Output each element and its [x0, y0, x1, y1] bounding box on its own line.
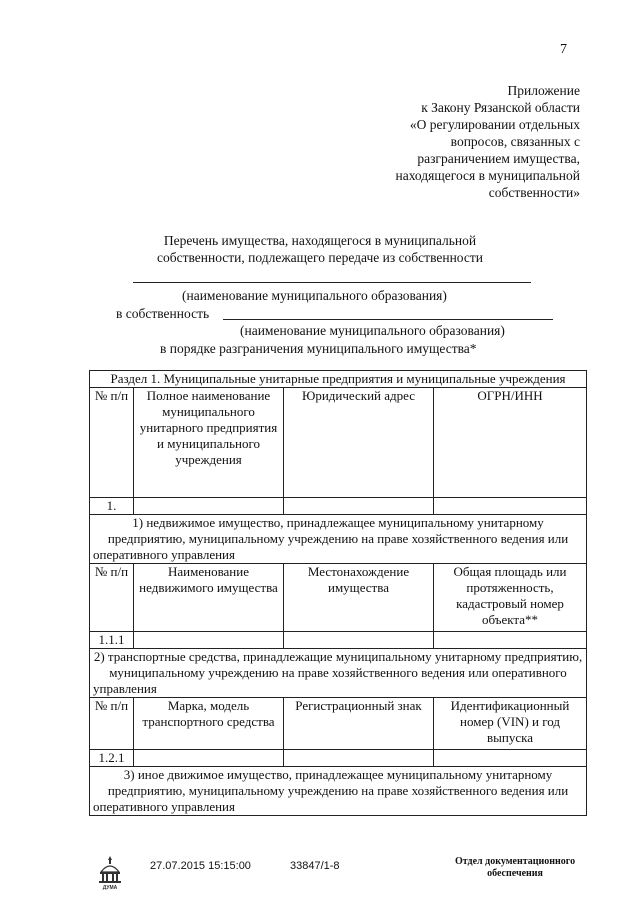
appendix-line: Приложение: [507, 83, 580, 98]
caption-municipality-1: (наименование муниципального образования): [182, 288, 447, 303]
blank-fill-line-2: [223, 319, 553, 320]
empty-cell: [284, 498, 434, 515]
subsection-row: [90, 767, 587, 816]
section-1-title: Раздел 1. Муниципальные унитарные предприятия и муниципальные учреждения: [90, 371, 587, 388]
title-line-1: Перечень имущества, находящегося в муниципальной: [163, 233, 477, 248]
header-real-estate-name: Наименование недвижимого имущества: [134, 564, 284, 632]
title-line-3: в порядке разграничения муниципального имущества*: [160, 341, 477, 356]
empty-cell: [284, 632, 434, 649]
document-title: [0, 232, 640, 266]
to-ownership-label: в собственность: [116, 306, 210, 321]
empty-cell: [434, 750, 587, 767]
footer-dept-line-1: Отдел документационного: [455, 856, 576, 867]
section-row: [90, 371, 587, 388]
empty-cell: [434, 498, 587, 515]
subsection-row: [90, 515, 587, 564]
header-num: № п/п: [90, 564, 134, 632]
logo-text: ДУМА: [102, 885, 118, 890]
table-row: [90, 632, 587, 649]
header-full-name: Полное наименование муниципального унитарного предприятия и муниципального учреждения: [134, 388, 284, 498]
row-num: 1.1.1: [90, 632, 134, 649]
appendix-line: вопросов, связанных с: [450, 134, 580, 149]
empty-cell: [134, 498, 284, 515]
table-row: [90, 498, 587, 515]
header-row-2: [90, 564, 587, 632]
appendix-line: находящегося в муниципальной: [395, 168, 580, 183]
property-table: [89, 370, 587, 816]
empty-cell: [434, 632, 587, 649]
header-vin-year: Идентификационный номер (VIN) и год выпуска: [434, 698, 587, 750]
subsection-row: [90, 649, 587, 698]
appendix-header: [395, 82, 580, 201]
header-row-1: [90, 388, 587, 498]
header-area-cadastral: Общая площадь или протяженность, кадастровый номер объекта**: [434, 564, 587, 632]
page-number: 7: [560, 42, 567, 57]
row-num: 1.2.1: [90, 750, 134, 767]
empty-cell: [284, 750, 434, 767]
header-num: № п/п: [90, 388, 134, 498]
caption-municipality-2: (наименование муниципального образования): [240, 323, 505, 338]
footer-dept-line-2: обеспечения: [487, 868, 543, 879]
empty-cell: [134, 632, 284, 649]
subsection-2-vehicles: 2) транспортные средства, принадлежащие муниципальному унитарному предприятию, муниципальному учреждению на праве хозяйственного ведения или оперативного управления: [90, 649, 587, 698]
footer-doc-code: 33847/1-8: [290, 860, 340, 872]
header-row-3: [90, 698, 587, 750]
subsection-1-real-estate: 1) недвижимое имущество, принадлежащее муниципальному унитарному предприятию, муниципальному учреждению на праве хозяйственного ведения или оперативного управления: [90, 515, 587, 564]
empty-cell: [134, 750, 284, 767]
header-num: № п/п: [90, 698, 134, 750]
appendix-line: разграничением имущества,: [417, 151, 580, 166]
table-row: [90, 750, 587, 767]
appendix-line: к Закону Рязанской области: [421, 100, 580, 115]
header-vehicle-brand: Марка, модель транспортного средства: [134, 698, 284, 750]
header-location: Местонахождение имущества: [284, 564, 434, 632]
header-legal-address: Юридический адрес: [284, 388, 434, 498]
appendix-line: собственности»: [488, 185, 580, 200]
footer-timestamp: 27.07.2015 15:15:00: [150, 860, 251, 872]
title-line-2: собственности, подлежащего передаче из собственности: [156, 250, 484, 265]
appendix-line: «О регулировании отдельных: [409, 117, 580, 132]
header-ogrn-inn: ОГРН/ИНН: [434, 388, 587, 498]
row-num: 1.: [90, 498, 134, 515]
header-registration-plate: Регистрационный знак: [284, 698, 434, 750]
subsection-3-other-movables: 3) иное движимое имущество, принадлежащее муниципальному унитарному предприятию, муниципальному учреждению на праве хозяйственного ведения или оперативного управления: [90, 767, 587, 816]
duma-logo-icon: [97, 854, 123, 890]
blank-fill-line-1: [133, 282, 531, 283]
footer-department-stamp: [455, 856, 575, 880]
